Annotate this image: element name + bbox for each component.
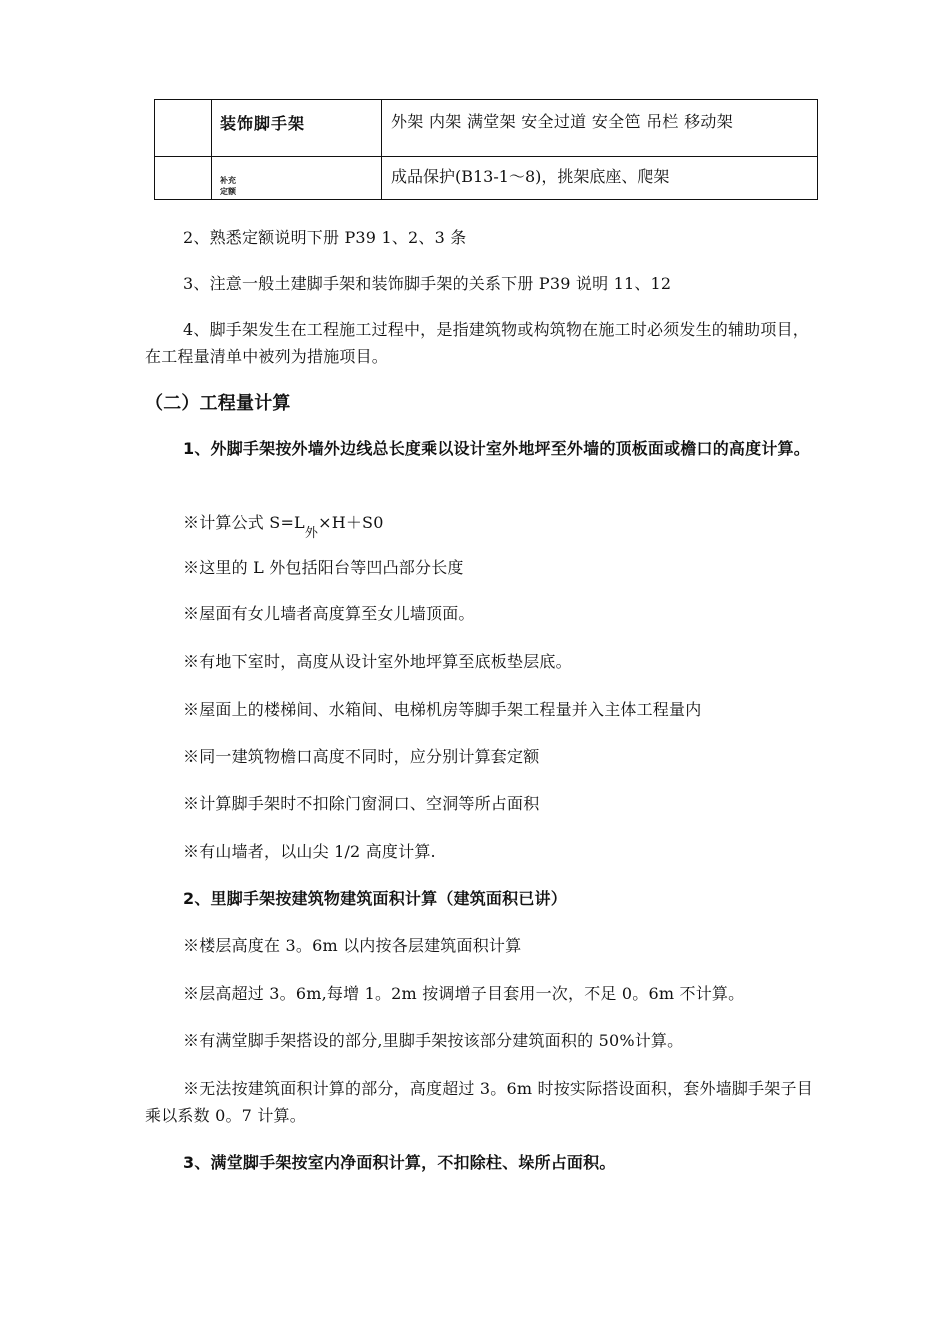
formula-line: [145, 509, 817, 541]
rule-1-item: ※同一建筑物檐口高度不同时，应分别计算套定额: [183, 747, 540, 766]
table-cell-category: [212, 157, 382, 200]
content-text: 成品保护(B13-1～8)，挑架底座、爬架: [391, 167, 670, 186]
table-cell-index: [155, 100, 212, 157]
rule-2-item: ※楼层高度在 3。6m 以内按各层建筑面积计算: [183, 936, 522, 955]
scaffold-table: [154, 99, 818, 200]
note-3: 3、注意一般土建脚手架和装饰脚手架的关系下册 P39 说明 11、12: [183, 274, 672, 293]
rule-2-heading: 2、里脚手架按建筑物建筑面积计算（建筑面积已讲）: [183, 889, 567, 908]
category-label: 装饰脚手架: [220, 114, 306, 133]
category-line-2: 定额: [220, 187, 236, 196]
rule-3-heading: 3、满堂脚手架按室内净面积计算，不扣除柱、垛所占面积。: [183, 1153, 616, 1172]
rule-1-item: ※屋面上的楼梯间、水箱间、电梯机房等脚手架工程量并入主体工程量内: [183, 700, 702, 719]
note-2: 2、熟悉定额说明下册 P39 1、2、3 条: [183, 228, 467, 247]
table-cell-index: [155, 157, 212, 200]
rule-1-heading: 1、外脚手架按外墙外边线总长度乘以设计室外地坪至外墙的顶板面或檐口的高度计算。: [183, 439, 810, 458]
formula-prefix: ※计算公式 S=L: [183, 513, 305, 532]
formula-subscript: 外: [304, 526, 319, 541]
table-row: [155, 100, 818, 157]
table-cell-content: [382, 100, 818, 157]
category-label-small: [212, 157, 381, 197]
rule-1-item: ※计算脚手架时不扣除门窗洞口、空洞等所占面积: [183, 794, 540, 813]
table-cell-category: [212, 100, 382, 157]
rule-2-item: ※无法按建筑面积计算的部分，高度超过 3。6m 时按实际搭设面积，套外墙脚手架子目乘以系数 0。7 计算。: [145, 1079, 813, 1125]
rule-2-item: ※层高超过 3。6m,每增 1。2m 按调增子目套用一次，不足 0。6m 不计算。: [183, 984, 745, 1003]
rule-1-item: ※屋面有女儿墙者高度算至女儿墙顶面。: [183, 604, 475, 623]
rule-1-item: ※有地下室时，高度从设计室外地坪算至底板垫层底。: [183, 652, 572, 671]
content-text: 外架 内架 满堂架 安全过道 安全笆 吊栏 移动架: [391, 112, 734, 131]
table-row: [155, 157, 818, 200]
rule-1-item: ※这里的 L 外包括阳台等凹凸部分长度: [183, 558, 464, 577]
note-4: 4、脚手架发生在工程施工过程中，是指建筑物或构筑物在施工时必须发生的辅助项目，在工程量清单中被列为措施项目。: [145, 320, 809, 366]
rule-2-item: ※有满堂脚手架搭设的部分,里脚手架按该部分建筑面积的 50%计算。: [183, 1031, 684, 1050]
formula-suffix: ×H＋S0: [318, 513, 384, 532]
rule-1-item: ※有山墙者，以山尖 1/2 高度计算.: [183, 842, 436, 861]
section-title: （二）工程量计算: [145, 393, 291, 414]
category-line-1: 补充: [220, 176, 236, 185]
table-cell-content: [382, 157, 818, 200]
